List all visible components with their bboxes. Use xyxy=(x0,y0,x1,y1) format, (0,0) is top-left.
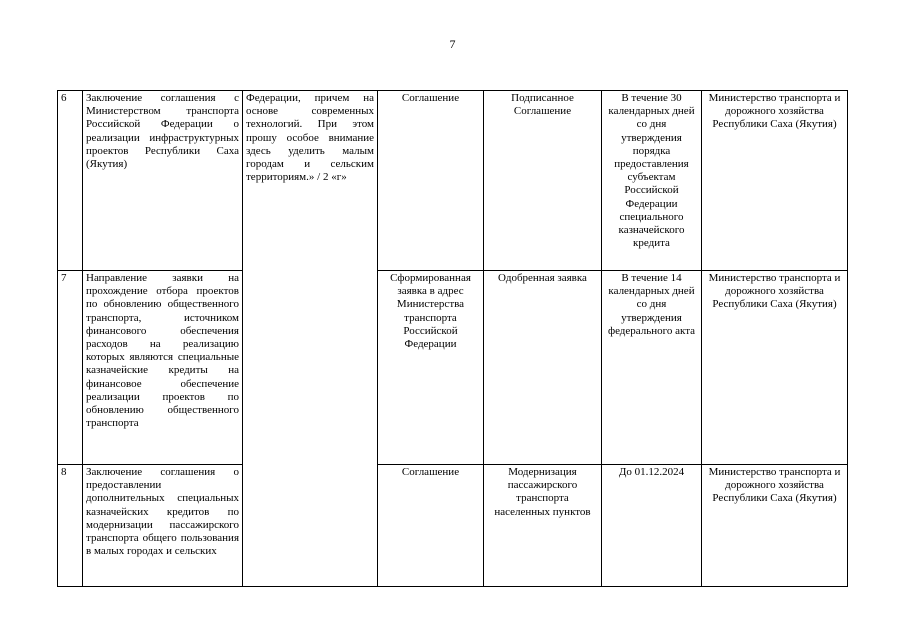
measures-table xyxy=(57,90,848,587)
page-number: 7 xyxy=(449,37,456,51)
table-row xyxy=(58,91,848,271)
completion-form: Сформированная заявка в адрес Министерства транспорта Российской Федерации xyxy=(378,271,484,465)
measure-name: Направление заявки на прохождение отбора проектов по обновлению общественного транспорта, источником финансового обеспечения расходов на реализацию которых являются специальные казначейские кредиты на финансовое обеспечение реализации проектов по обновлению общественного транспорта xyxy=(83,271,243,465)
row-number: 8 xyxy=(58,465,83,587)
deadline: В течение 14 календарных дней со дня утверждения федерального акта xyxy=(602,271,702,465)
completion-form: Соглашение xyxy=(378,465,484,587)
deadline: В течение 30 календарных дней со дня утверждения порядка предоставления субъектам Российской Федерации специального казначейского кредита xyxy=(602,91,702,271)
deadline: До 01.12.2024 xyxy=(602,465,702,587)
table-row xyxy=(58,271,848,465)
expected-result: Подписанное Соглашение xyxy=(484,91,602,271)
row-number: 6 xyxy=(58,91,83,271)
row-number: 7 xyxy=(58,271,83,465)
expected-result: Одобренная заявка xyxy=(484,271,602,465)
basis-cell: Федерации, причем на основе современных технологий. При этом прошу особое внимание здесь уделить малым городам и сельским территориям.» / 2 «г» xyxy=(243,91,378,587)
responsible-executor: Министерство транспорта и дорожного хозяйства Республики Саха (Якутия) xyxy=(702,271,848,465)
measure-name: Заключение соглашения о предоставлении дополнительных специальных казначейских кредитов по модернизации пассажирского транспорта общего пользования в малых городах и сельских xyxy=(83,465,243,587)
responsible-executor: Министерство транспорта и дорожного хозяйства Республики Саха (Якутия) xyxy=(702,91,848,271)
expected-result: Модернизация пассажирского транспорта населенных пунктов xyxy=(484,465,602,587)
measure-name: Заключение соглашения с Министерством транспорта Российской Федерации о реализации инфраструктурных проектов Республики Саха (Якутия) xyxy=(83,91,243,271)
completion-form: Соглашение xyxy=(378,91,484,271)
table-row xyxy=(58,465,848,587)
responsible-executor: Министерство транспорта и дорожного хозяйства Республики Саха (Якутия) xyxy=(702,465,848,587)
